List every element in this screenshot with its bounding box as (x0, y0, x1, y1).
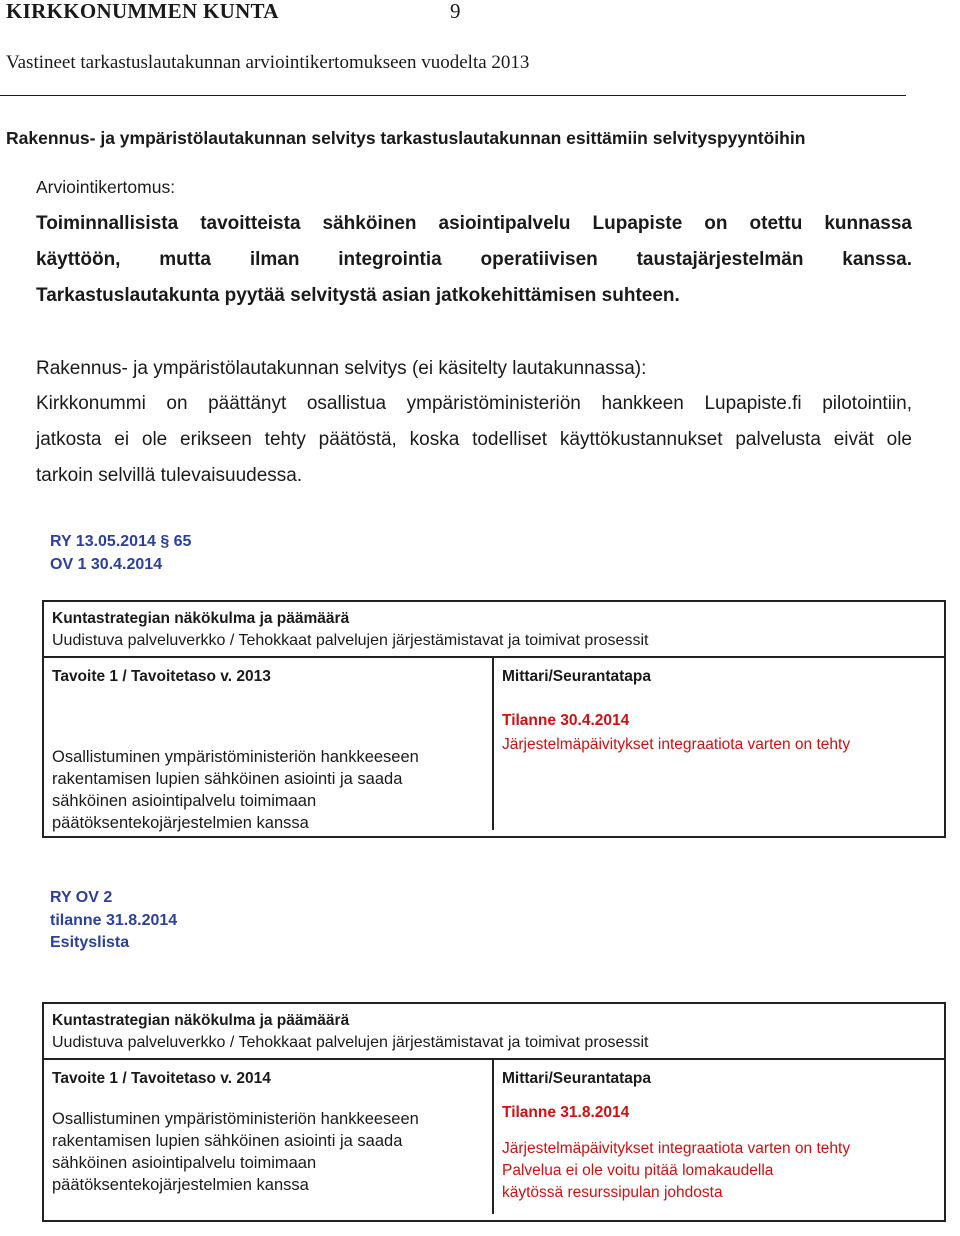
scan1-goal-cell (44, 658, 494, 830)
scan2-strategy-title: Kuntastrategian näkökulma ja päämäärä (52, 1012, 350, 1029)
scan2-table (42, 1002, 946, 1222)
scan2-goal-title: Tavoite 1 / Tavoitetaso v. 2014 (52, 1070, 271, 1087)
scan2-goal-line: rakentamisen lupien sähköinen asiointi ja saada (52, 1132, 403, 1150)
scan2-metric-title: Mittari/Seurantatapa (502, 1070, 652, 1087)
evaluation-label: Arviointikertomus: (36, 177, 176, 197)
scan1-table-row (44, 658, 944, 830)
scan1-ref-line: RY 13.05.2014 § 65 (50, 533, 192, 550)
scan1-reference (50, 531, 191, 576)
document-subtitle: Vastineet tarkastuslautakunnan arviointikertomukseen vuodelta 2013 (6, 52, 530, 73)
scan1-strategy-header (44, 602, 944, 658)
scan2-metric-cell (494, 1060, 944, 1214)
scan1-metric-title: Mittari/Seurantatapa (502, 668, 652, 685)
scan1-status-line: Järjestelmäpäivitykset integraatiota varten on tehty (502, 736, 851, 753)
scan2-status-title: Tilanne 31.8.2014 (502, 1104, 630, 1121)
scan2-goal-line: sähköinen asiointipalvelu toimimaan (52, 1154, 317, 1172)
scan1-goal-line: Osallistuminen ympäristöministeriön hankkeeseen (52, 748, 419, 766)
scan2-goal-cell (44, 1060, 494, 1214)
scan2-goal-line: päätöksentekojärjestelmien kanssa (52, 1176, 309, 1194)
scan1-status-text (502, 734, 936, 756)
scan1-metric-cell (494, 658, 944, 830)
scan2-reference (50, 887, 177, 955)
scan1-ref-line: OV 1 30.4.2014 (50, 555, 163, 573)
evaluation-line: Tarkastuslautakunta pyytää selvitystä asian jatkokehittämisen suhteen. (36, 285, 680, 306)
scan2-goal-line: Osallistuminen ympäristöministeriön hankkeeseen (52, 1110, 419, 1128)
response-label: Rakennus- ja ympäristölautakunnan selvitys (ei käsitelty lautakunnassa): (36, 358, 647, 379)
response-line: Kirkkonummi on päättänyt osallistua ympäristöministeriön hankkeen Lupapiste.fi pilotointiin, (36, 393, 912, 414)
scan2-ref-line: RY OV 2 (50, 889, 113, 906)
scan1-goal-line: päätöksentekojärjestelmien kanssa (52, 814, 309, 832)
scan2-status-line: Palvelua ei ole voitu pitää lomakaudella (502, 1162, 774, 1179)
scan2-status-line: Järjestelmäpäivitykset integraatiota varten on tehty (502, 1140, 851, 1157)
response-paragraph (36, 386, 912, 494)
evaluation-line: käyttöön, mutta ilman integrointia operatiivisen taustajärjestelmän kanssa. (36, 249, 912, 270)
scan2-strategy-text: Uudistuva palveluverkko / Tehokkaat palvelujen järjestämistavat ja toimivat prosessit (52, 1034, 649, 1051)
scan2-goal-text (52, 1108, 484, 1196)
scan1-status-title: Tilanne 30.4.2014 (502, 712, 630, 729)
scan1-goal-title: Tavoite 1 / Tavoitetaso v. 2013 (52, 668, 271, 685)
scan1-goal-line: rakentamisen lupien sähköinen asiointi ja saada (52, 770, 403, 788)
page-number: 9 (450, 0, 461, 23)
section-heading: Rakennus- ja ympäristölautakunnan selvitys tarkastuslautakunnan esittämiin selvityspyyntöihin (6, 128, 806, 148)
scan2-ref-line: Esityslista (50, 934, 130, 951)
scan2-table-row (44, 1060, 944, 1214)
scan1-table (42, 600, 946, 838)
response-line: jatkosta ei ole erikseen tehty päätöstä, koska todelliset käyttökustannukset palvelusta eivät ole (36, 429, 912, 450)
evaluation-line: Toiminnallisista tavoitteista sähköinen asiointipalvelu Lupapiste on otettu kunnassa (36, 213, 912, 234)
organization-title: KIRKKONUMMEN KUNTA (6, 0, 279, 23)
scan2-ref-line: tilanne 31.8.2014 (50, 911, 178, 929)
scan2-status-text (502, 1138, 936, 1204)
response-line: tarkoin selvillä tulevaisuudessa. (36, 465, 303, 486)
scan2-strategy-header (44, 1004, 944, 1060)
scan1-strategy-text: Uudistuva palveluverkko / Tehokkaat palvelujen järjestämistavat ja toimivat prosessit (52, 632, 649, 649)
scan2-status-line: käytössä resurssipulan johdosta (502, 1184, 723, 1201)
scan1-goal-line: sähköinen asiointipalvelu toimimaan (52, 792, 317, 810)
scan1-goal-text (52, 746, 484, 834)
scan1-strategy-title: Kuntastrategian näkökulma ja päämäärä (52, 610, 350, 627)
evaluation-paragraph (36, 206, 912, 314)
header-divider (0, 95, 906, 96)
